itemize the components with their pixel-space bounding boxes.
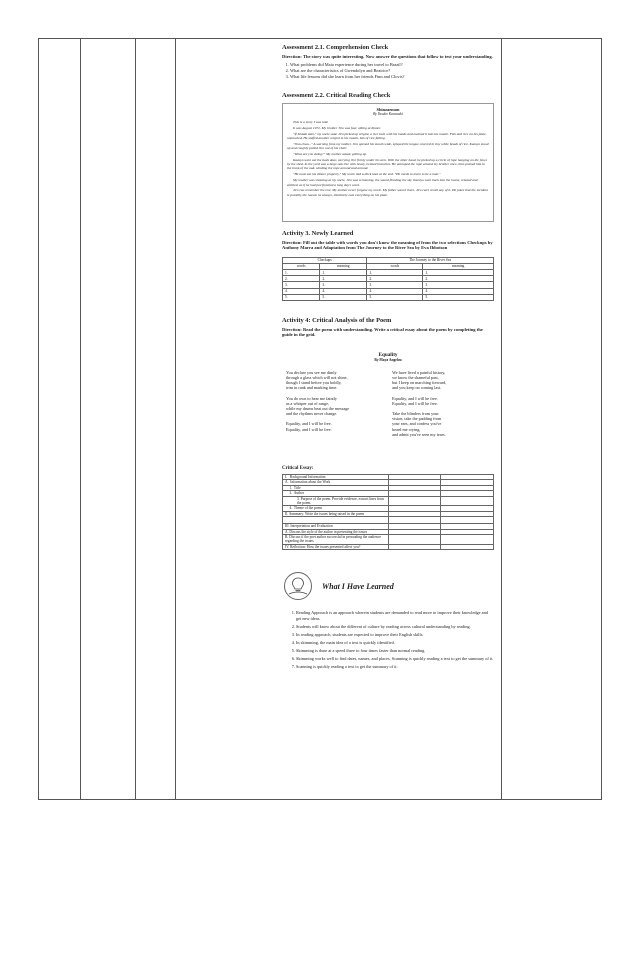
row-number[interactable]: 5. [320, 294, 367, 300]
essay-guide-item: III. Interpretation and Evaluation [283, 524, 389, 529]
poem-author: By Maya Angelou [374, 357, 402, 362]
essay-guide-item: 4. Theme of the poem [283, 506, 389, 511]
essay-guide-item: I. Background Information [283, 474, 389, 479]
essay-answer-cell[interactable] [388, 535, 441, 545]
row-number[interactable]: 3. [367, 282, 423, 288]
story-paragraph: Jiro can remember the rest. My mother never forgave my uncle. My father wasn't there. Jiro can't recall any of it. He jokes that the incident is possibly the reason he always, intuitively eats everything on his plate. [287, 188, 488, 197]
list-item: 4. In skimming, the main idea of a text is quickly identified. [296, 640, 494, 646]
list-item: 5. Skimming is done at a speed three to four times faster than normal reading. [296, 648, 494, 654]
row-number[interactable]: 1. [423, 269, 494, 275]
list-item: 7. Scanning is quickly reading a text to get the summary of it. [296, 664, 494, 670]
table-group-header: The Journey to the River Sea [367, 257, 494, 263]
poem-body [282, 370, 494, 442]
story-paragraph: "He must eat his dinner properly," My uncle tied a thick knot at the end. "He needs to learn to be a man." [293, 172, 441, 177]
story-title: Shinzaemon [376, 106, 400, 112]
row-number[interactable]: 2. [320, 276, 367, 282]
row-number[interactable]: 2. [367, 276, 423, 282]
essay-answer-cell[interactable] [388, 544, 441, 549]
table-group-header: Checkups [283, 257, 367, 263]
assessment-2-1-title: Assessment 2.1. Comprehension Check [282, 44, 389, 51]
essay-guide-item: 1. Title [283, 485, 389, 490]
row-number[interactable]: 5. [423, 294, 494, 300]
row-number[interactable]: 1. [367, 269, 423, 275]
activity-4-title: Activity 4: Critical Analysis of the Poem [282, 316, 392, 324]
row-number[interactable]: 2. [283, 276, 320, 282]
essay-answer-cell[interactable] [441, 544, 494, 549]
table-row [283, 535, 494, 545]
row-number[interactable]: 1. [320, 269, 367, 275]
row-number[interactable]: 5. [283, 294, 320, 300]
column-divider [175, 39, 176, 799]
essay-answer-cell[interactable] [441, 535, 494, 545]
what-i-have-learned-header [284, 572, 494, 600]
story-paragraph: "Jinn-chan..." A warning from my mother. Jiro opened his mouth wide, splayed his tongue covered in tiny white beads of rice. Kazuyo stood up and roughly pulled Jiro out of his chair. [287, 141, 489, 151]
question-item: 2. What are the characteristics of Gwendolyn and Beatrice? [290, 68, 494, 74]
list-item: 3. In reading approach, students are expected to improve their English skills. [296, 632, 494, 638]
row-number[interactable]: 3. [320, 282, 367, 288]
table-sub-header: meaning [423, 263, 494, 269]
essay-guide-item: 2. Author [283, 491, 389, 496]
poem-stanza: Equality, and I will be free. Equality, and I will be free. [392, 395, 438, 406]
activity-3-direction: Direction: Fill out the table with words you don't know the meaning of from the two selections Checkups by Anthony Marra and Adaptation from The Journey to the River Sea by Eva Ibbotson [282, 239, 493, 251]
essay-guide-item: A. Discuss the style of the author in presenting the issues [283, 529, 389, 534]
table-sub-header: meaning [320, 263, 367, 269]
poem-stanza: You declare you see me dimly through a glass which will not shine, though I stand before you boldly, trim in rank and marking time. [286, 369, 348, 391]
row-number[interactable]: 4. [283, 288, 320, 294]
document-content [282, 44, 494, 672]
question-item: 1. What problems did Maia experience during her travel to Brazil? [290, 62, 494, 68]
learned-list [282, 610, 494, 669]
poem-stanza: You do own to hear me faintly as a whisper out of range, while my drums beat out the message and the rhythms never change. [286, 395, 350, 417]
story-paragraph: This is a story I was told. [293, 119, 329, 124]
question-item: 3. What life lessons did she learn from her friends Finn and Clovis? [290, 74, 494, 80]
poem-stanza: Equality, and I will be free. Equality, and I will be free. [286, 421, 332, 432]
row-number[interactable]: 4. [367, 288, 423, 294]
row-number[interactable]: 2. [423, 276, 494, 282]
essay-answer-cell[interactable] [388, 517, 441, 524]
vocabulary-table [282, 257, 494, 301]
story-paragraph: "What are you doing?" My mother asked, getting up. [293, 151, 367, 156]
row-number[interactable]: 3. [423, 282, 494, 288]
critical-essay-title: Critical Essay: [282, 465, 314, 471]
assessment-2-1-direction: Direction: The story was quite interesting. Now answer the questions that follow to test your understanding. [282, 54, 493, 59]
story-author: By Yasuko Kawasaki [373, 111, 403, 116]
table-row [283, 496, 494, 506]
essay-guide-item: A. Information about the Work [283, 480, 389, 485]
table-sub-header: words [283, 263, 320, 269]
poem-stanza: We have lived a painful history, we know the shameful past, but I keep on marching forward, and you keep on coming last. [392, 369, 447, 391]
essay-guide-item: B. Discuss if the poet author successful in persuading the audience regarding the issues. [283, 535, 389, 545]
row-number[interactable]: 3. [283, 282, 320, 288]
table-sub-header: words [367, 263, 423, 269]
table-row [283, 544, 494, 549]
row-number[interactable]: 1. [283, 269, 320, 275]
poem-left-column [286, 370, 384, 442]
poem-title: Equality [378, 351, 398, 358]
table-row [283, 294, 494, 300]
table-row [283, 517, 494, 524]
essay-guide-item [283, 517, 389, 524]
story-paragraph: My mother was shouting at my uncle, Jiro was screaming, the sound flooding the sky. Kazuyo went back into the house, relaxed and entitled, as if he had just finished a long day's work. [287, 178, 478, 187]
essay-answer-cell[interactable] [441, 496, 494, 506]
comprehension-questions [282, 62, 494, 79]
essay-guide-item: IV. Reflection: How the issues presented affect you? [283, 544, 389, 549]
essay-answer-cell[interactable] [388, 496, 441, 506]
story-text [287, 120, 489, 197]
activity-3-title: Activity 3. Newly Learned [282, 229, 354, 237]
critical-essay-table [282, 474, 494, 550]
essay-guide-item: 3. Purpose of the poem. Provide evidence, extract lines from the poem. [283, 496, 389, 506]
row-number[interactable]: 4. [320, 288, 367, 294]
what-i-have-learned-title: What I Have Learned [322, 581, 394, 591]
row-number[interactable]: 4. [423, 288, 494, 294]
assessment-2-2-title: Assessment 2.2. Critical Reading Check [282, 91, 391, 99]
column-divider [80, 39, 81, 799]
story-paragraph: Kazuyo went out the back door, carrying Jiro firmly under his arm. With the other hand, he picked up a circle of rope hanging on the fence by the shed. In the yard was a large oak tree with heavy, twisted branches. He unlooped the rope around my brother once, then pushed him to the trunk of the oak, winding the rope around and around. [287, 157, 488, 171]
list-item: 2. Students will know about the different of culture by reading across cultural understanding by reading. [296, 624, 494, 630]
list-item: 1. Reading Approach is an approach wherein students are demanded to read more to improve their knowledge and get new ideas. [296, 610, 494, 621]
activity-4-direction: Direction: Read the poem with understanding. Write a critical essay about the poem by completing the guide in the grid. [282, 326, 483, 338]
poem-stanza: Take the blinders from your vision, take the padding from your ears, and confess you've heard me crying, and admit you've seen my tears. [392, 410, 446, 437]
row-number[interactable]: 5. [367, 294, 423, 300]
column-divider [135, 39, 136, 799]
essay-guide-item: II. Summary: Write the issues being raised in the poem [283, 511, 389, 516]
poem-right-column [392, 370, 490, 442]
lightbulb-icon [284, 572, 312, 600]
essay-answer-cell[interactable] [441, 517, 494, 524]
column-divider [501, 39, 502, 799]
story-paragraph: It was August 1972. My brother Jiro was four, sitting at dinner. [293, 125, 381, 130]
story-paragraph: "If Ishiaki man," my uncle said. Jiro picked up origini, a rice ball, with his hands and mashed it into his mouth. Fish and rice on his plate, untouched. He stuffed another origini in his mouth, bits of rice falling. [287, 131, 487, 140]
story-box [282, 103, 494, 222]
list-item: 6. Skimming works well to find dates, names, and places. Scanning is quickly reading a text to get the summary of it. [296, 656, 494, 662]
